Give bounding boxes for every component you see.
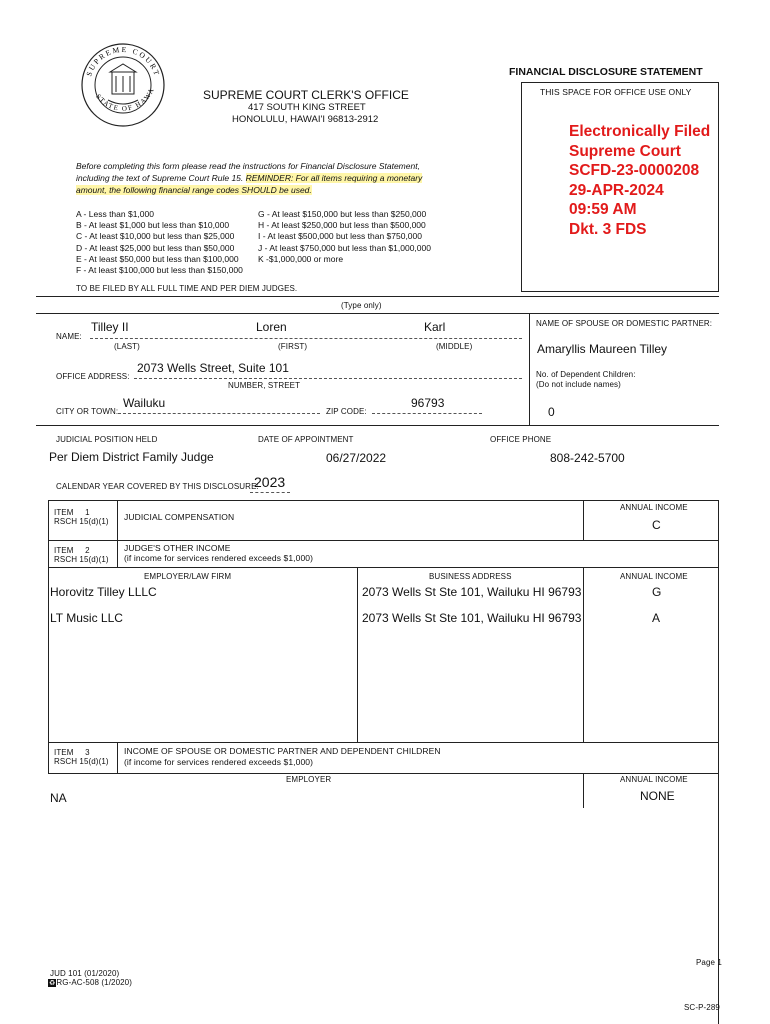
office-name: SUPREME COURT CLERK'S OFFICE <box>203 88 409 102</box>
item1-income-value[interactable]: C <box>652 518 661 532</box>
middle-name-label: (MIDDLE) <box>436 342 473 351</box>
item3-employer-header: EMPLOYER <box>286 775 332 784</box>
item3-income-value[interactable]: NONE <box>640 789 675 803</box>
range-code: A - Less than $1,000 <box>76 209 154 219</box>
office-use-label: THIS SPACE FOR OFFICE USE ONLY <box>540 87 692 97</box>
range-codes-right <box>258 209 431 265</box>
section-divider <box>529 313 530 425</box>
range-codes-left <box>76 209 243 276</box>
section-divider <box>36 425 719 426</box>
seal-top-text: SUPREME COURT <box>84 44 162 78</box>
item3-title: INCOME OF SPOUSE OR DOMESTIC PARTNER AND DEPENDENT CHILDREN <box>124 746 441 756</box>
item1-title: JUDICIAL COMPENSATION <box>124 512 235 522</box>
form-title: FINANCIAL DISCLOSURE STATEMENT <box>509 66 703 78</box>
section-divider <box>36 313 719 314</box>
recycle-icon: ♻ <box>49 980 56 987</box>
table-border <box>583 567 584 742</box>
item3-label: ITEM 3 <box>54 748 90 757</box>
form-number: JUD 101 (01/2020) <box>50 969 120 978</box>
calendar-year-value[interactable]: 2023 <box>254 474 286 490</box>
filed-by-note: TO BE FILED BY ALL FULL TIME AND PER DIEM JUDGES. <box>76 284 298 293</box>
spouse-value[interactable]: Amaryllis Maureen Tilley <box>537 342 668 356</box>
range-code: J - At least $750,000 but less than $1,000,000 <box>258 242 431 253</box>
table-border <box>117 742 118 773</box>
item2-subtitle: (if income for services rendered exceeds $1,000) <box>124 553 314 563</box>
zip-underline <box>372 413 482 414</box>
table-border <box>583 500 584 540</box>
spouse-label: NAME OF SPOUSE OR DOMESTIC PARTNER: <box>536 319 713 328</box>
item2-row1-income[interactable]: G <box>652 585 662 599</box>
city-value[interactable]: Wailuku <box>123 396 166 410</box>
table-border <box>583 773 584 808</box>
range-code: I - At least $500,000 but less than $750,000 <box>258 231 422 242</box>
city-underline <box>118 413 320 414</box>
office-address-line2: HONOLULU, HAWAI'I 96813-2912 <box>232 114 379 125</box>
office-address-line1: 417 SOUTH KING STREET <box>248 102 366 113</box>
instructions-line2: including the text of Supreme Court Rule 15. <box>76 173 246 183</box>
dependents-label: No. of Dependent Children: <box>536 370 636 379</box>
zip-label: ZIP CODE: <box>326 407 367 416</box>
type-only-label: (Type only) <box>341 301 382 310</box>
income-column-header: ANNUAL INCOME <box>620 572 688 581</box>
year-underline <box>250 492 290 493</box>
instructions-line1: Before completing this form please read the instructions for Financial Disclosure Statement, <box>76 161 420 171</box>
section-divider <box>48 500 719 501</box>
address-underline <box>134 378 522 379</box>
item1-rule: RSCH 15(d)(1) <box>54 517 109 526</box>
reminder-highlight: REMINDER: For all items requiring a monetary <box>245 173 423 183</box>
section-divider <box>48 742 719 743</box>
item1-income-label: ANNUAL INCOME <box>620 503 688 512</box>
zip-value[interactable]: 96793 <box>411 396 445 410</box>
item3-rule: RSCH 15(d)(1) <box>54 757 109 766</box>
page-number: Page 1 <box>696 958 722 967</box>
dependents-value[interactable]: 0 <box>548 405 555 419</box>
item2-row2-address[interactable]: 2073 Wells St Ste 101, Wailuku HI 96793 <box>362 611 582 625</box>
position-label: JUDICIAL POSITION HELD <box>56 435 158 444</box>
item2-label: ITEM 2 <box>54 546 90 555</box>
phone-value[interactable]: 808-242-5700 <box>550 451 625 465</box>
seal-bottom-text: STATE OF HAWA <box>94 85 157 113</box>
name-underline <box>90 338 522 339</box>
middle-name-value[interactable]: Karl <box>424 320 446 334</box>
last-name-label: (LAST) <box>114 342 140 351</box>
office-address-label: OFFICE ADDRESS: <box>56 372 130 381</box>
appointment-value[interactable]: 06/27/2022 <box>326 451 387 465</box>
address-column-header: BUSINESS ADDRESS <box>429 572 512 581</box>
appointment-label: DATE OF APPOINTMENT <box>258 435 354 444</box>
item2-row2-income[interactable]: A <box>652 611 661 625</box>
stamp-line3: SCFD-23-0000208 <box>569 162 700 179</box>
table-border <box>718 500 719 1024</box>
city-label: CITY OR TOWN: <box>56 407 119 416</box>
stamp-line2: Supreme Court <box>569 142 681 160</box>
range-code: G - At least $150,000 but less than $250,000 <box>258 209 427 219</box>
instructions <box>76 160 422 196</box>
item3-income-header: ANNUAL INCOME <box>620 775 688 784</box>
address-sub-label: NUMBER, STREET <box>228 381 301 390</box>
item3-employer-value[interactable]: NA <box>50 791 67 805</box>
form-number-2: ♻RG-AC-508 (1/2020) <box>49 978 132 987</box>
supreme-court-seal-icon <box>80 42 166 128</box>
section-divider <box>48 567 719 568</box>
first-name-value[interactable]: Loren <box>256 320 287 334</box>
dependents-note: (Do not include names) <box>536 380 621 389</box>
section-divider <box>48 540 719 541</box>
phone-label: OFFICE PHONE <box>490 435 552 444</box>
stamp-line5: 09:59 AM <box>569 201 637 218</box>
filing-stamp <box>569 122 710 239</box>
table-border <box>357 567 358 742</box>
item2-row1-employer[interactable]: Horovitz Tilley LLLC <box>50 585 157 599</box>
stamp-line4: 29-APR-2024 <box>569 181 664 199</box>
reminder-highlight-2: amount, the following financial range codes SHOULD be used. <box>76 185 312 195</box>
first-name-label: (FIRST) <box>278 342 308 351</box>
office-address-value[interactable]: 2073 Wells Street, Suite 101 <box>137 361 289 375</box>
range-code: H - At least $250,000 but less than $500,000 <box>258 220 426 231</box>
sc-code: SC-P-289 <box>684 1003 720 1012</box>
item2-rule: RSCH 15(d)(1) <box>54 555 109 564</box>
table-border <box>117 500 118 540</box>
item2-row1-address[interactable]: 2073 Wells St Ste 101, Wailuku HI 96793 <box>362 585 582 599</box>
item2-title: JUDGE'S OTHER INCOME <box>124 543 231 553</box>
item2-row2-employer[interactable]: LT Music LLC <box>50 611 123 625</box>
section-divider <box>48 773 719 774</box>
range-code: B - At least $1,000 but less than $10,000 <box>76 220 230 231</box>
range-code: K -$1,000,000 or more <box>258 253 344 264</box>
name-label: NAME: <box>56 332 82 341</box>
range-code: F - At least $100,000 but less than $150,000 <box>76 265 243 276</box>
last-name-value[interactable]: Tilley II <box>91 320 129 334</box>
table-border <box>117 540 118 567</box>
position-value[interactable]: Per Diem District Family Judge <box>49 450 214 464</box>
stamp-line1: Electronically Filed <box>569 123 711 140</box>
section-divider <box>36 296 719 297</box>
range-code: C - At least $10,000 but less than $25,000 <box>76 231 235 242</box>
employer-column-header: EMPLOYER/LAW FIRM <box>144 572 232 581</box>
range-code: D - At least $25,000 but less than $50,000 <box>76 242 235 253</box>
stamp-line6: Dkt. 3 FDS <box>569 220 647 238</box>
svg-text:SUPREME COURT <box>84 45 162 78</box>
item1-label: ITEM 1 <box>54 508 90 517</box>
calendar-year-label: CALENDAR YEAR COVERED BY THIS DISCLOSURE: <box>56 482 259 491</box>
item3-subtitle: (if income for services rendered exceeds $1,000) <box>124 757 314 767</box>
range-code: E - At least $50,000 but less than $100,000 <box>76 253 239 264</box>
